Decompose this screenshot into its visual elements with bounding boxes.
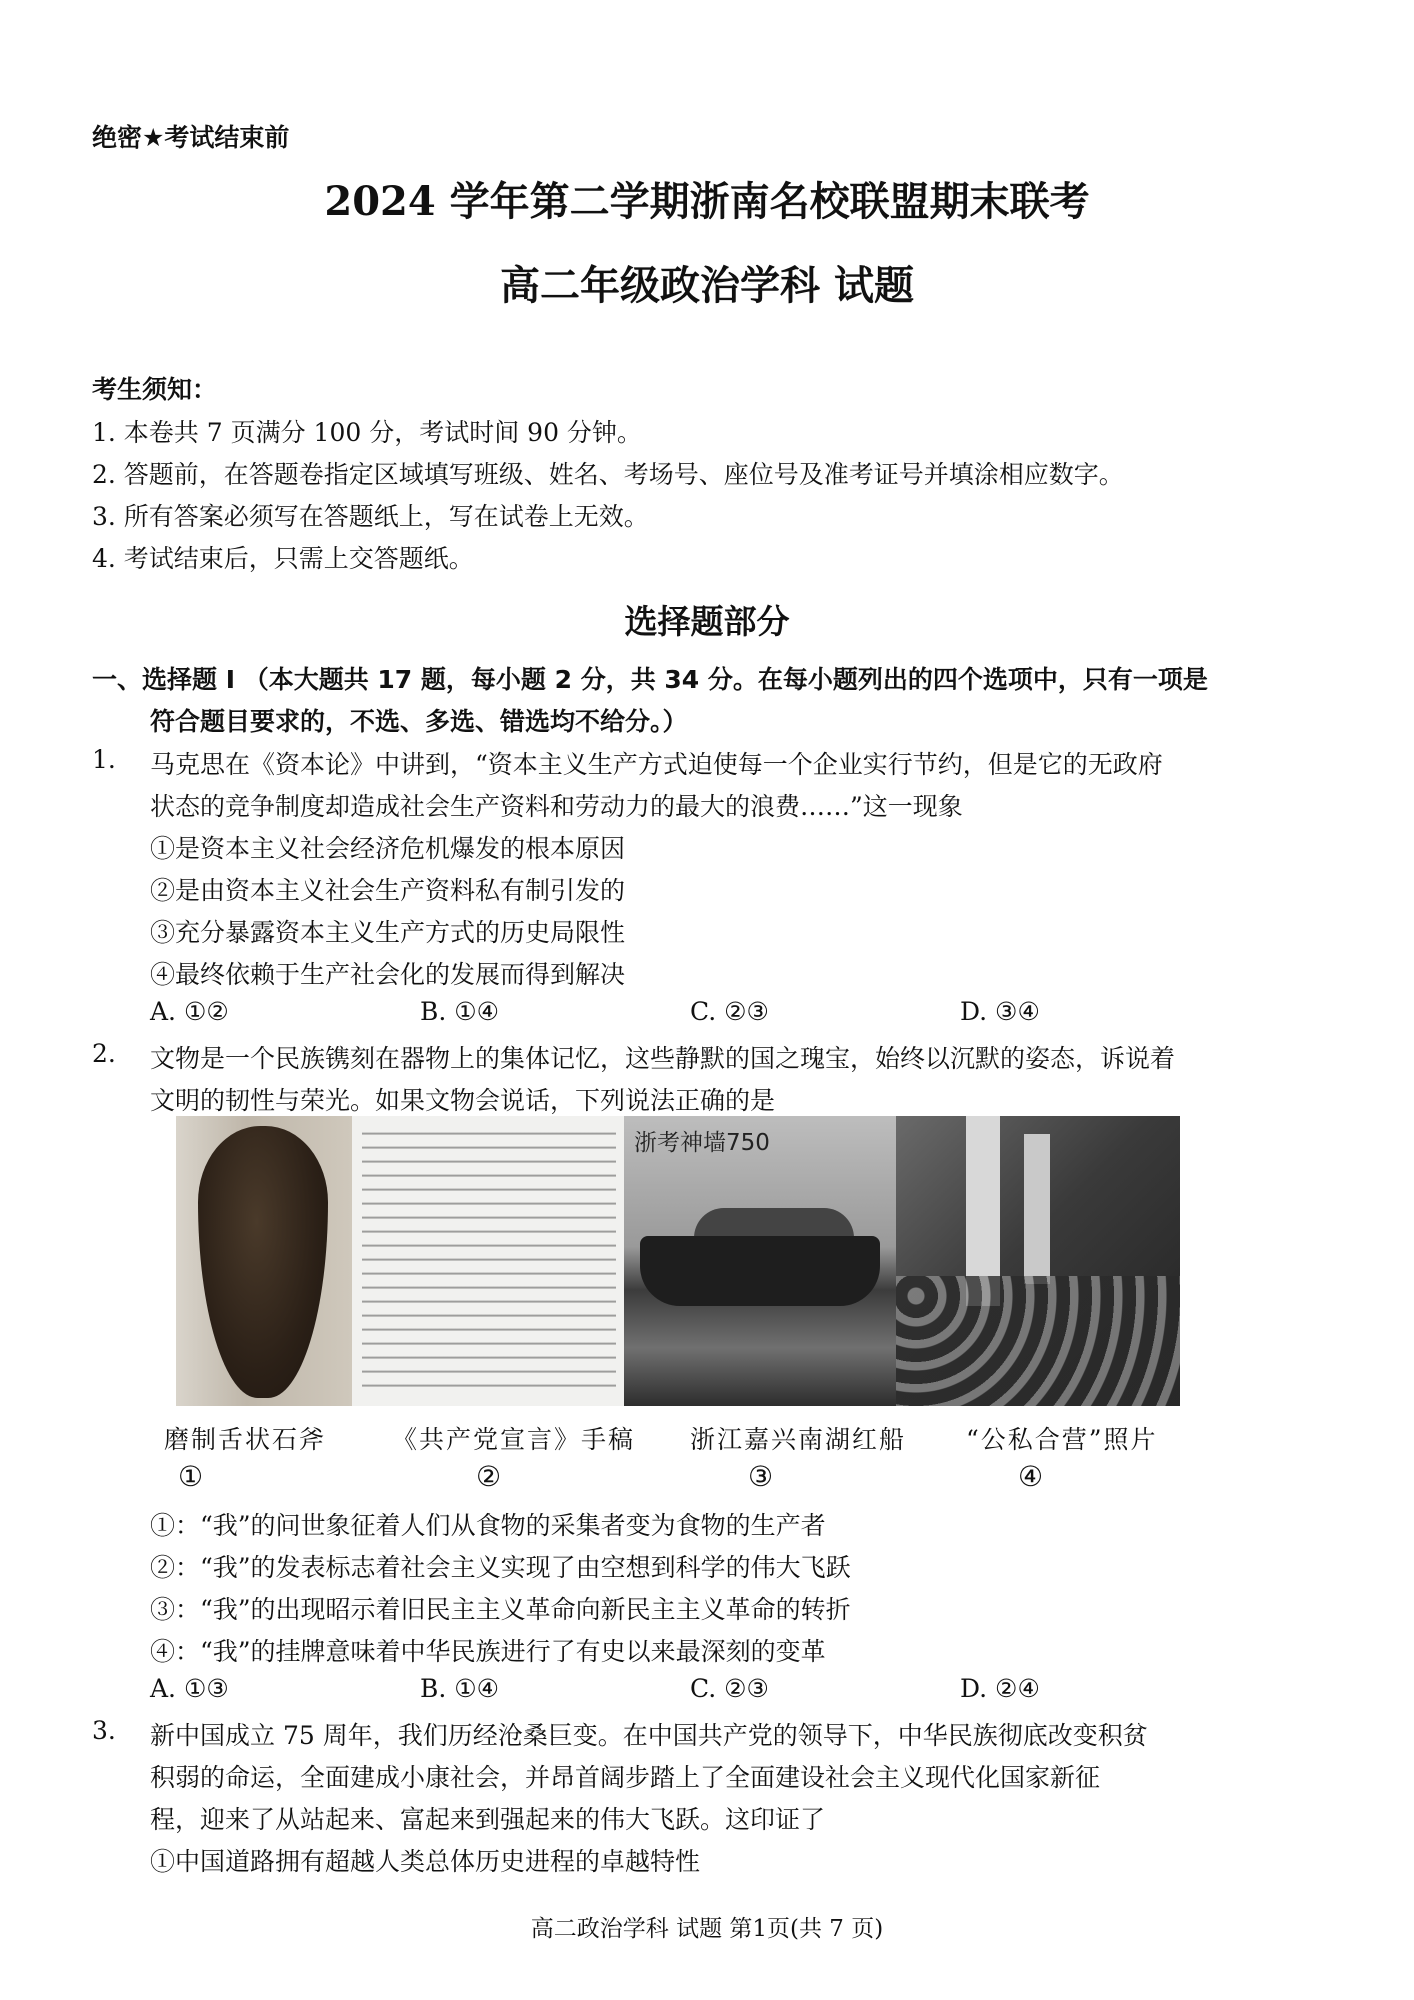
- red-boat-photo: [624, 1116, 896, 1406]
- joint-venture-photo: [896, 1116, 1180, 1406]
- part-heading-cont: 符合题目要求的，不选、多选、错选均不给分。）: [150, 707, 688, 736]
- notice-item: 4. 考试结束后，只需上交答题纸。: [92, 544, 474, 573]
- photo-caption: 浙江嘉兴南湖红船: [690, 1425, 907, 1454]
- statement: ①中国道路拥有超越人类总体历史进程的卓越特性: [150, 1847, 701, 1876]
- question-stem: 新中国成立 75 周年，我们历经沧桑巨变。在中国共产党的领导下，中华民族彻底改变积贫: [150, 1721, 1148, 1750]
- statement: ①是资本主义社会经济危机爆发的根本原因: [150, 834, 626, 863]
- option-c: C. ②③: [690, 997, 769, 1026]
- statement: ④最终依赖于生产社会化的发展而得到解决: [150, 960, 626, 989]
- artifact-photos: [176, 1116, 1180, 1406]
- notice-item: 2. 答题前，在答题卷指定区域填写班级、姓名、考场号、座位号及准考证号并填涂相应数字。: [92, 460, 1124, 489]
- option-c: C. ②③: [690, 1674, 769, 1703]
- exam-subtitle: 高二年级政治学科 试题: [500, 262, 914, 309]
- statement: ④：“我”的挂牌意味着中华民族进行了有史以来最深刻的变革: [150, 1637, 826, 1666]
- section-title: 选择题部分: [624, 602, 790, 641]
- statement: ②：“我”的发表标志着社会主义实现了由空想到科学的伟大飞跃: [150, 1553, 851, 1582]
- manifesto-manuscript-photo: [352, 1116, 624, 1406]
- question-stem: 状态的竞争制度却造成社会生产资料和劳动力的最大的浪费……”这一现象: [150, 792, 963, 821]
- question-number: 3.: [92, 1716, 116, 1745]
- question-number: 2.: [92, 1039, 116, 1068]
- option-a: A. ①③: [150, 1674, 229, 1703]
- part-heading: 一、选择题 I （本大题共 17 题，每小题 2 分，共 34 分。在每小题列出的四个选项中，只有一项是: [92, 665, 1208, 694]
- option-d: D. ③④: [960, 997, 1040, 1026]
- photo-caption: 《共产党宣言》手稿: [392, 1425, 636, 1454]
- question-stem: 积弱的命运，全面建成小康社会，并昂首阔步踏上了全面建设社会主义现代化国家新征: [150, 1763, 1101, 1792]
- photo-number: ①: [178, 1460, 204, 1493]
- photo-number: ③: [748, 1460, 774, 1493]
- watermark-text: 浙考神墙750: [634, 1130, 770, 1156]
- statement: ③：“我”的出现昭示着旧民主主义革命向新民主主义革命的转折: [150, 1595, 851, 1624]
- notice-item: 1. 本卷共 7 页满分 100 分，考试时间 90 分钟。: [92, 418, 642, 447]
- statement: ②是由资本主义社会生产资料私有制引发的: [150, 876, 626, 905]
- photo-number: ④: [1018, 1460, 1044, 1493]
- statement: ①：“我”的问世象征着人们从食物的采集者变为食物的生产者: [150, 1511, 826, 1540]
- exam-title: 2024 学年第二学期浙南名校联盟期末联考: [324, 178, 1090, 225]
- question-stem: 文物是一个民族镌刻在器物上的集体记忆，这些静默的国之瑰宝，始终以沉默的姿态，诉说着: [150, 1044, 1176, 1073]
- question-stem: 程，迎来了从站起来、富起来到强起来的伟大飞跃。这印证了: [150, 1805, 826, 1834]
- photo-number: ②: [476, 1460, 502, 1493]
- photo-caption: 磨制舌状石斧: [164, 1425, 327, 1454]
- notice-item: 3. 所有答案必须写在答题纸上，写在试卷上无效。: [92, 502, 649, 531]
- question-stem: 马克思在《资本论》中讲到，“资本主义生产方式迫使每一个企业实行节约，但是它的无政府: [150, 750, 1163, 779]
- secret-label: 绝密★考试结束前: [92, 123, 290, 152]
- photo-caption: “公私合营”照片: [966, 1425, 1158, 1454]
- page-footer: 高二政治学科 试题 第1页(共 7 页): [530, 1916, 884, 1942]
- question-stem: 文明的韧性与荣光。如果文物会说话，下列说法正确的是: [150, 1086, 776, 1115]
- question-number: 1.: [92, 745, 116, 774]
- stone-axe-photo: [176, 1116, 352, 1406]
- statement: ③充分暴露资本主义生产方式的历史局限性: [150, 918, 626, 947]
- option-b: B. ①④: [420, 1674, 500, 1703]
- option-b: B. ①④: [420, 997, 500, 1026]
- option-d: D. ②④: [960, 1674, 1040, 1703]
- notice-heading: 考生须知：: [92, 375, 218, 404]
- option-a: A. ①②: [150, 997, 229, 1026]
